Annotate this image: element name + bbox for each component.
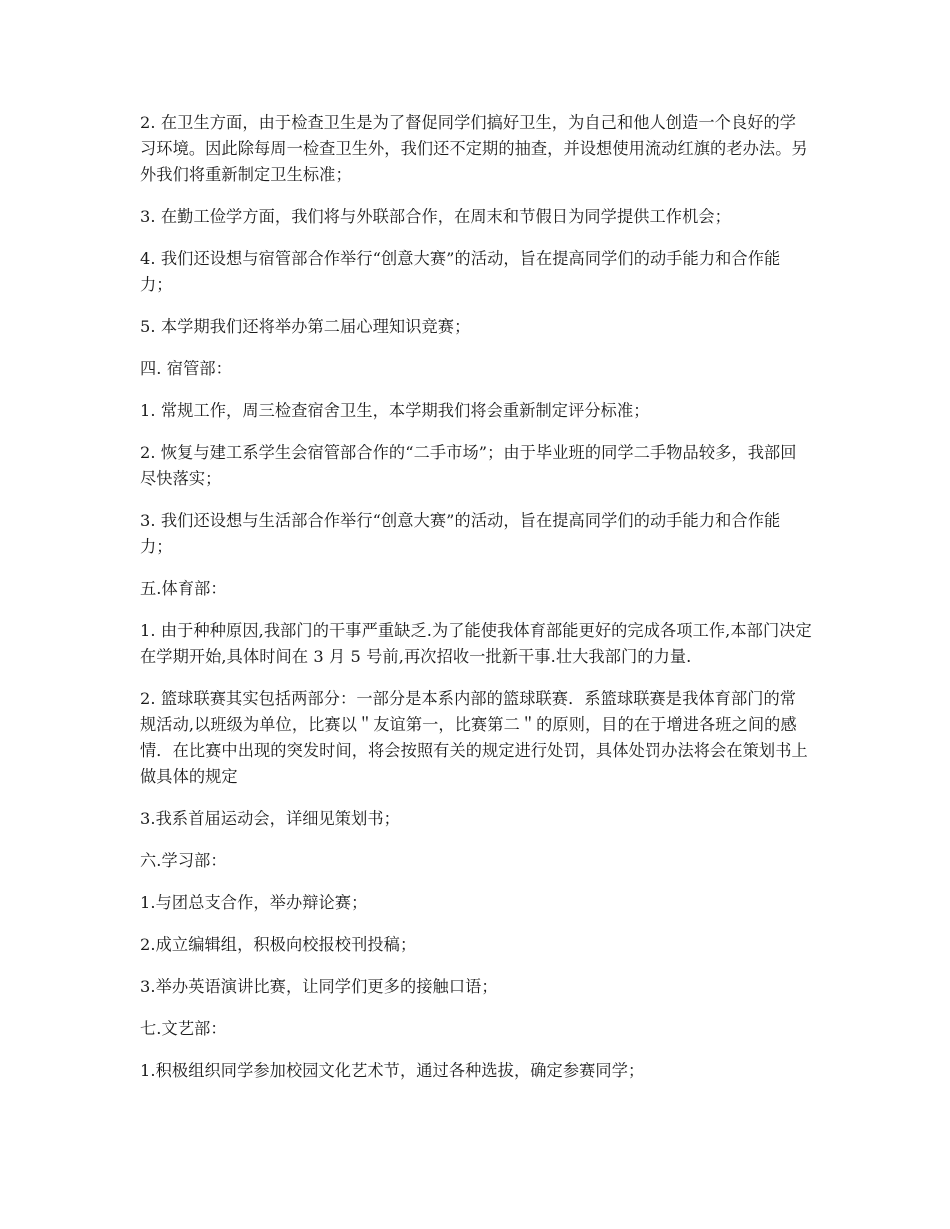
section-heading-arts: 七.文艺部： <box>140 1019 227 1038</box>
paragraph-hygiene: 2. 在卫生方面，由于检查卫生是为了督促同学们搞好卫生，为自己和他人创造一个良好的学习环境。因此除每周一检查卫生外，我们还不定期的抽查，并设想使用流动红旗的老办法。另外我们将重新制定卫生标准； <box>140 113 808 184</box>
paragraph-sports-recruit: 1. 由于种种原因,我部门的干事严重缺乏.为了能使我体育部能更好的完成各项工作,本部门决定在学期开始,具体时间在 3 月 5 号前,再次招收一批新干事.壮大我部门的力量. <box>140 621 812 666</box>
paragraph-english-speech: 3.举办英语演讲比赛，让同学们更多的接触口语； <box>140 977 498 996</box>
paragraph-psychology-contest: 5. 本学期我们还将举办第二届心理知识竞赛； <box>140 317 471 336</box>
paragraph-dorm-routine: 1. 常规工作，周三检查宿舍卫生，本学期我们将会重新制定评分标准； <box>140 401 650 420</box>
paragraph-second-hand-market: 2. 恢复与建工系学生会宿管部合作的“二手市场”；由于毕业班的同学二手物品较多，我部回尽快落实； <box>140 443 797 488</box>
paragraph-editing-group: 2.成立编辑组，积极向校报校刊投稿； <box>140 935 417 954</box>
paragraph-basketball-league: 2. 篮球联赛其实包括两部分：一部分是本系内部的篮球联赛．系篮球联赛是我体育部门的常规活动,以班级为单位，比赛以＂友谊第一，比赛第二＂的原则，目的在于增进各班之间的感情．在比赛中出现的突发时间，将会按照有关的规定进行处罚，具体处罚办法将会在策划书上做具体的规定 <box>140 689 808 786</box>
paragraph-work-study: 3. 在勤工俭学方面，我们将与外联部合作，在周末和节假日为同学提供工作机会； <box>140 207 731 226</box>
section-heading-sports: 五.体育部： <box>140 579 227 598</box>
section-heading-study: 六.学习部： <box>140 851 227 870</box>
paragraph-creative-contest: 4. 我们还设想与宿管部合作举行“创意大赛”的活动，旨在提高同学们的动手能力和合作能力； <box>140 249 781 294</box>
paragraph-arts-festival: 1.积极组织同学参加校园文化艺术节，通过各种选拔，确定参赛同学； <box>140 1061 645 1080</box>
section-heading-dorm: 四. 宿管部： <box>140 359 232 378</box>
document-page <box>140 110 812 1100</box>
paragraph-dorm-creative-contest: 3. 我们还设想与生活部合作举行“创意大赛”的活动，旨在提高同学们的动手能力和合作能力； <box>140 511 781 556</box>
paragraph-sports-meet: 3.我系首届运动会，详细见策划书； <box>140 809 400 828</box>
paragraph-debate: 1.与团总支合作，举办辩论赛； <box>140 893 368 912</box>
